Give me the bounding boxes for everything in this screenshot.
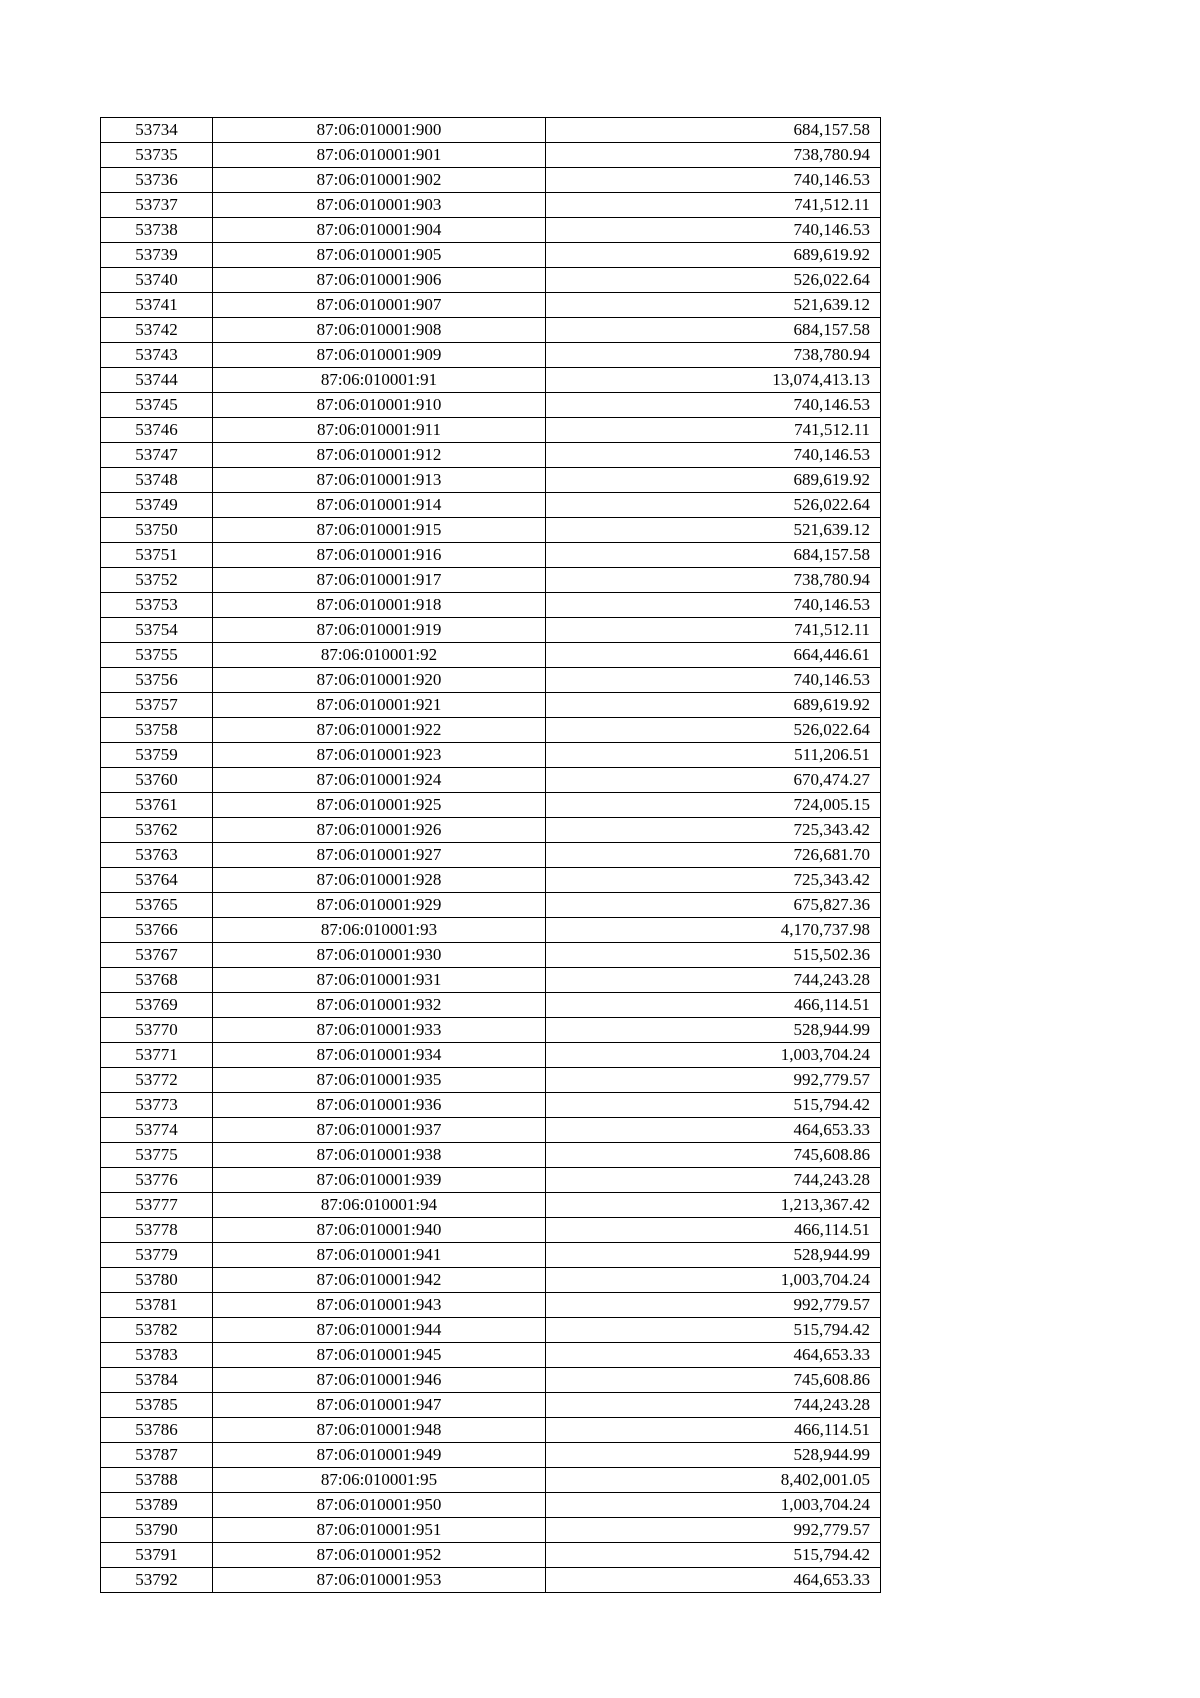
value-cell: 744,243.28	[546, 1168, 881, 1193]
table-row	[101, 718, 881, 743]
table-row	[101, 668, 881, 693]
row-number-cell: 53767	[101, 943, 213, 968]
row-number-cell: 53757	[101, 693, 213, 718]
cadastral-number-cell: 87:06:010001:94	[213, 1193, 546, 1218]
value-cell: 738,780.94	[546, 343, 881, 368]
cadastral-number-cell: 87:06:010001:946	[213, 1368, 546, 1393]
row-number-cell: 53749	[101, 493, 213, 518]
value-cell: 526,022.64	[546, 718, 881, 743]
value-cell: 740,146.53	[546, 168, 881, 193]
value-cell: 521,639.12	[546, 293, 881, 318]
cadastral-number-cell: 87:06:010001:937	[213, 1118, 546, 1143]
value-cell: 4,170,737.98	[546, 918, 881, 943]
cadastral-number-cell: 87:06:010001:935	[213, 1068, 546, 1093]
table-row	[101, 1393, 881, 1418]
row-number-cell: 53777	[101, 1193, 213, 1218]
value-cell: 689,619.92	[546, 243, 881, 268]
value-cell: 8,402,001.05	[546, 1468, 881, 1493]
table-row	[101, 1443, 881, 1468]
table-row	[101, 1543, 881, 1568]
value-cell: 464,653.33	[546, 1343, 881, 1368]
value-cell: 740,146.53	[546, 593, 881, 618]
value-cell: 689,619.92	[546, 693, 881, 718]
table-row	[101, 1068, 881, 1093]
cadastral-number-cell: 87:06:010001:918	[213, 593, 546, 618]
cadastral-number-cell: 87:06:010001:951	[213, 1518, 546, 1543]
row-number-cell: 53783	[101, 1343, 213, 1368]
row-number-cell: 53740	[101, 268, 213, 293]
table-row	[101, 943, 881, 968]
row-number-cell: 53790	[101, 1518, 213, 1543]
table-row	[101, 693, 881, 718]
value-cell: 738,780.94	[546, 568, 881, 593]
cadastral-number-cell: 87:06:010001:934	[213, 1043, 546, 1068]
table-row	[101, 1143, 881, 1168]
value-cell: 725,343.42	[546, 868, 881, 893]
table-row	[101, 768, 881, 793]
row-number-cell: 53746	[101, 418, 213, 443]
value-cell: 1,003,704.24	[546, 1268, 881, 1293]
value-cell: 1,003,704.24	[546, 1043, 881, 1068]
row-number-cell: 53739	[101, 243, 213, 268]
value-cell: 675,827.36	[546, 893, 881, 918]
cadastral-number-cell: 87:06:010001:93	[213, 918, 546, 943]
value-cell: 528,944.99	[546, 1018, 881, 1043]
table-row	[101, 418, 881, 443]
value-cell: 515,794.42	[546, 1093, 881, 1118]
cadastral-number-cell: 87:06:010001:921	[213, 693, 546, 718]
row-number-cell: 53735	[101, 143, 213, 168]
table-row	[101, 218, 881, 243]
row-number-cell: 53764	[101, 868, 213, 893]
table-row	[101, 618, 881, 643]
value-cell: 528,944.99	[546, 1443, 881, 1468]
cadastral-number-cell: 87:06:010001:906	[213, 268, 546, 293]
table-row	[101, 493, 881, 518]
cadastral-number-cell: 87:06:010001:936	[213, 1093, 546, 1118]
row-number-cell: 53755	[101, 643, 213, 668]
cadastral-number-cell: 87:06:010001:923	[213, 743, 546, 768]
cadastral-number-cell: 87:06:010001:901	[213, 143, 546, 168]
cadastral-number-cell: 87:06:010001:940	[213, 1218, 546, 1243]
cadastral-value-table	[100, 117, 881, 1593]
row-number-cell: 53782	[101, 1318, 213, 1343]
cadastral-number-cell: 87:06:010001:907	[213, 293, 546, 318]
cadastral-number-cell: 87:06:010001:95	[213, 1468, 546, 1493]
cadastral-number-cell: 87:06:010001:928	[213, 868, 546, 893]
row-number-cell: 53773	[101, 1093, 213, 1118]
table-row	[101, 1293, 881, 1318]
value-cell: 515,502.36	[546, 943, 881, 968]
cadastral-number-cell: 87:06:010001:920	[213, 668, 546, 693]
row-number-cell: 53776	[101, 1168, 213, 1193]
row-number-cell: 53745	[101, 393, 213, 418]
cadastral-number-cell: 87:06:010001:903	[213, 193, 546, 218]
value-cell: 724,005.15	[546, 793, 881, 818]
row-number-cell: 53785	[101, 1393, 213, 1418]
cadastral-number-cell: 87:06:010001:947	[213, 1393, 546, 1418]
row-number-cell: 53770	[101, 1018, 213, 1043]
table-row	[101, 568, 881, 593]
row-number-cell: 53765	[101, 893, 213, 918]
cadastral-number-cell: 87:06:010001:905	[213, 243, 546, 268]
table-row	[101, 843, 881, 868]
cadastral-number-cell: 87:06:010001:900	[213, 118, 546, 143]
table-row	[101, 868, 881, 893]
cadastral-number-cell: 87:06:010001:92	[213, 643, 546, 668]
value-cell: 1,213,367.42	[546, 1193, 881, 1218]
value-cell: 515,794.42	[546, 1318, 881, 1343]
cadastral-number-cell: 87:06:010001:939	[213, 1168, 546, 1193]
cadastral-number-cell: 87:06:010001:953	[213, 1568, 546, 1593]
table-row	[101, 793, 881, 818]
table-row	[101, 143, 881, 168]
row-number-cell: 53762	[101, 818, 213, 843]
value-cell: 740,146.53	[546, 668, 881, 693]
value-cell: 738,780.94	[546, 143, 881, 168]
value-cell: 528,944.99	[546, 1243, 881, 1268]
cadastral-number-cell: 87:06:010001:944	[213, 1318, 546, 1343]
row-number-cell: 53784	[101, 1368, 213, 1393]
row-number-cell: 53750	[101, 518, 213, 543]
cadastral-number-cell: 87:06:010001:914	[213, 493, 546, 518]
cadastral-number-cell: 87:06:010001:931	[213, 968, 546, 993]
cadastral-number-cell: 87:06:010001:932	[213, 993, 546, 1018]
value-cell: 741,512.11	[546, 193, 881, 218]
row-number-cell: 53781	[101, 1293, 213, 1318]
value-cell: 745,608.86	[546, 1143, 881, 1168]
row-number-cell: 53786	[101, 1418, 213, 1443]
value-cell: 515,794.42	[546, 1543, 881, 1568]
table-row	[101, 1093, 881, 1118]
value-cell: 13,074,413.13	[546, 368, 881, 393]
table-row	[101, 1243, 881, 1268]
value-cell: 511,206.51	[546, 743, 881, 768]
table-row	[101, 1118, 881, 1143]
table-row	[101, 1518, 881, 1543]
cadastral-number-cell: 87:06:010001:943	[213, 1293, 546, 1318]
table-row	[101, 743, 881, 768]
value-cell: 464,653.33	[546, 1118, 881, 1143]
row-number-cell: 53747	[101, 443, 213, 468]
table-row	[101, 268, 881, 293]
table-row	[101, 1268, 881, 1293]
value-cell: 466,114.51	[546, 1418, 881, 1443]
table-row	[101, 893, 881, 918]
value-cell: 741,512.11	[546, 618, 881, 643]
row-number-cell: 53759	[101, 743, 213, 768]
table-row	[101, 243, 881, 268]
row-number-cell: 53771	[101, 1043, 213, 1068]
row-number-cell: 53772	[101, 1068, 213, 1093]
table-row	[101, 1568, 881, 1593]
value-cell: 684,157.58	[546, 318, 881, 343]
table-body	[101, 118, 881, 1593]
row-number-cell: 53737	[101, 193, 213, 218]
value-cell: 992,779.57	[546, 1068, 881, 1093]
table-row	[101, 968, 881, 993]
value-cell: 992,779.57	[546, 1518, 881, 1543]
row-number-cell: 53763	[101, 843, 213, 868]
table-row	[101, 168, 881, 193]
table-row	[101, 343, 881, 368]
table-row	[101, 443, 881, 468]
value-cell: 992,779.57	[546, 1293, 881, 1318]
value-cell: 740,146.53	[546, 393, 881, 418]
row-number-cell: 53789	[101, 1493, 213, 1518]
row-number-cell: 53741	[101, 293, 213, 318]
cadastral-number-cell: 87:06:010001:926	[213, 818, 546, 843]
row-number-cell: 53774	[101, 1118, 213, 1143]
cadastral-number-cell: 87:06:010001:948	[213, 1418, 546, 1443]
row-number-cell: 53736	[101, 168, 213, 193]
row-number-cell: 53792	[101, 1568, 213, 1593]
row-number-cell: 53742	[101, 318, 213, 343]
table-row	[101, 1418, 881, 1443]
value-cell: 526,022.64	[546, 493, 881, 518]
row-number-cell: 53756	[101, 668, 213, 693]
value-cell: 684,157.58	[546, 118, 881, 143]
row-number-cell: 53769	[101, 993, 213, 1018]
cadastral-number-cell: 87:06:010001:952	[213, 1543, 546, 1568]
cadastral-number-cell: 87:06:010001:915	[213, 518, 546, 543]
value-cell: 745,608.86	[546, 1368, 881, 1393]
table-row	[101, 993, 881, 1018]
value-cell: 744,243.28	[546, 968, 881, 993]
table-row	[101, 293, 881, 318]
table-row	[101, 368, 881, 393]
cadastral-number-cell: 87:06:010001:950	[213, 1493, 546, 1518]
table-row	[101, 468, 881, 493]
table-row	[101, 818, 881, 843]
row-number-cell: 53752	[101, 568, 213, 593]
value-cell: 725,343.42	[546, 818, 881, 843]
table-row	[101, 393, 881, 418]
cadastral-number-cell: 87:06:010001:917	[213, 568, 546, 593]
table-row	[101, 1318, 881, 1343]
row-number-cell: 53787	[101, 1443, 213, 1468]
cadastral-number-cell: 87:06:010001:930	[213, 943, 546, 968]
value-cell: 741,512.11	[546, 418, 881, 443]
row-number-cell: 53760	[101, 768, 213, 793]
row-number-cell: 53766	[101, 918, 213, 943]
table-row	[101, 1218, 881, 1243]
table-row	[101, 918, 881, 943]
cadastral-number-cell: 87:06:010001:927	[213, 843, 546, 868]
cadastral-number-cell: 87:06:010001:942	[213, 1268, 546, 1293]
row-number-cell: 53775	[101, 1143, 213, 1168]
cadastral-number-cell: 87:06:010001:933	[213, 1018, 546, 1043]
cadastral-number-cell: 87:06:010001:938	[213, 1143, 546, 1168]
table-row	[101, 1368, 881, 1393]
table-row	[101, 1168, 881, 1193]
value-cell: 464,653.33	[546, 1568, 881, 1593]
cadastral-number-cell: 87:06:010001:909	[213, 343, 546, 368]
table-row	[101, 193, 881, 218]
cadastral-number-cell: 87:06:010001:913	[213, 468, 546, 493]
value-cell: 726,681.70	[546, 843, 881, 868]
row-number-cell: 53753	[101, 593, 213, 618]
value-cell: 1,003,704.24	[546, 1493, 881, 1518]
cadastral-number-cell: 87:06:010001:911	[213, 418, 546, 443]
row-number-cell: 53743	[101, 343, 213, 368]
row-number-cell: 53738	[101, 218, 213, 243]
value-cell: 684,157.58	[546, 543, 881, 568]
value-cell: 740,146.53	[546, 218, 881, 243]
value-cell: 526,022.64	[546, 268, 881, 293]
value-cell: 670,474.27	[546, 768, 881, 793]
value-cell: 744,243.28	[546, 1393, 881, 1418]
cadastral-number-cell: 87:06:010001:902	[213, 168, 546, 193]
cadastral-number-cell: 87:06:010001:949	[213, 1443, 546, 1468]
row-number-cell: 53758	[101, 718, 213, 743]
table-row	[101, 543, 881, 568]
value-cell: 521,639.12	[546, 518, 881, 543]
cadastral-number-cell: 87:06:010001:916	[213, 543, 546, 568]
table-row	[101, 1018, 881, 1043]
table-row	[101, 643, 881, 668]
value-cell: 466,114.51	[546, 993, 881, 1018]
cadastral-number-cell: 87:06:010001:908	[213, 318, 546, 343]
cadastral-number-cell: 87:06:010001:912	[213, 443, 546, 468]
cadastral-number-cell: 87:06:010001:925	[213, 793, 546, 818]
row-number-cell: 53751	[101, 543, 213, 568]
table-row	[101, 1343, 881, 1368]
table-row	[101, 593, 881, 618]
table-row	[101, 1043, 881, 1068]
value-cell: 664,446.61	[546, 643, 881, 668]
row-number-cell: 53780	[101, 1268, 213, 1293]
table-row	[101, 1493, 881, 1518]
row-number-cell: 53761	[101, 793, 213, 818]
row-number-cell: 53788	[101, 1468, 213, 1493]
table-row	[101, 518, 881, 543]
table-row	[101, 318, 881, 343]
row-number-cell: 53754	[101, 618, 213, 643]
cadastral-number-cell: 87:06:010001:945	[213, 1343, 546, 1368]
value-cell: 689,619.92	[546, 468, 881, 493]
table-row	[101, 1468, 881, 1493]
row-number-cell: 53791	[101, 1543, 213, 1568]
cadastral-number-cell: 87:06:010001:910	[213, 393, 546, 418]
row-number-cell: 53748	[101, 468, 213, 493]
row-number-cell: 53768	[101, 968, 213, 993]
value-cell: 740,146.53	[546, 443, 881, 468]
row-number-cell: 53734	[101, 118, 213, 143]
table-row	[101, 118, 881, 143]
cadastral-number-cell: 87:06:010001:91	[213, 368, 546, 393]
row-number-cell: 53744	[101, 368, 213, 393]
cadastral-number-cell: 87:06:010001:929	[213, 893, 546, 918]
cadastral-number-cell: 87:06:010001:924	[213, 768, 546, 793]
cadastral-number-cell: 87:06:010001:922	[213, 718, 546, 743]
row-number-cell: 53778	[101, 1218, 213, 1243]
table-row	[101, 1193, 881, 1218]
cadastral-number-cell: 87:06:010001:904	[213, 218, 546, 243]
cadastral-number-cell: 87:06:010001:941	[213, 1243, 546, 1268]
row-number-cell: 53779	[101, 1243, 213, 1268]
cadastral-number-cell: 87:06:010001:919	[213, 618, 546, 643]
value-cell: 466,114.51	[546, 1218, 881, 1243]
